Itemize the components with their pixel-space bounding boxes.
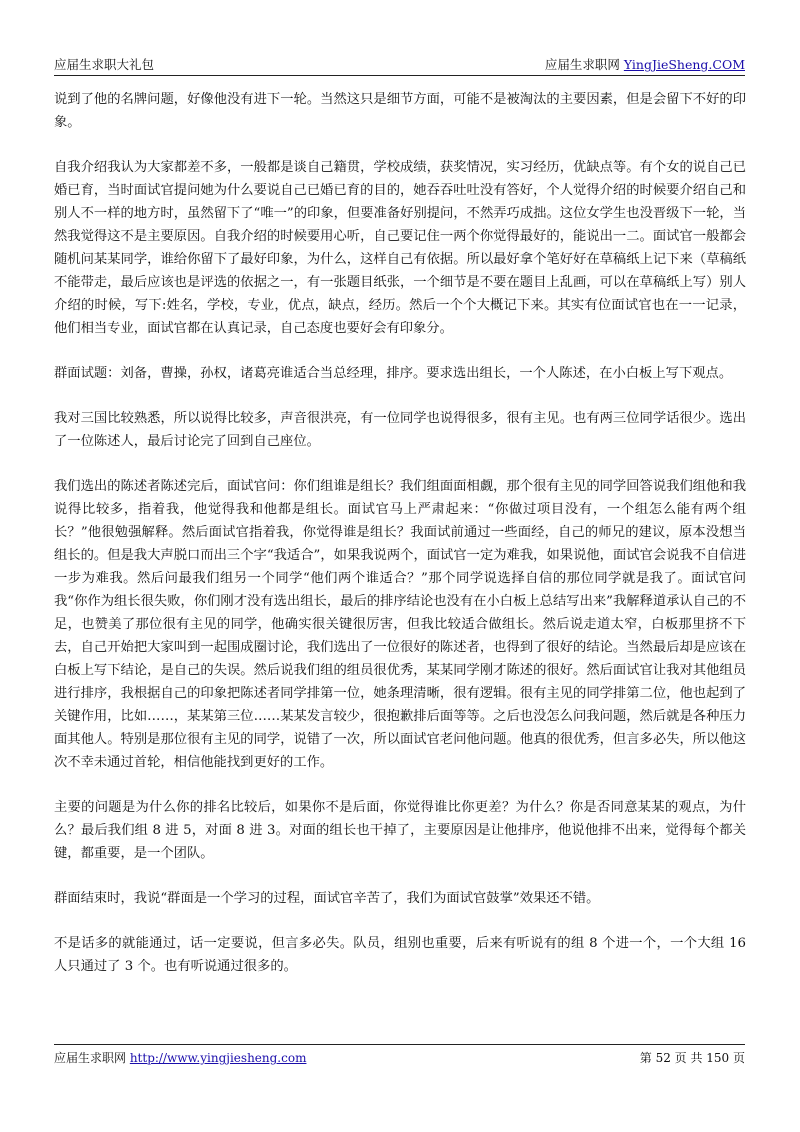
paragraph: 不是话多的就能通过，话一定要说，但言多必失。队员，组别也重要，后来有听说有的组 8 个进一个，一个大组 16 人只通过了 3 个。也有听说通过很多的。 (54, 936, 746, 974)
header-site (545, 56, 745, 74)
paragraph: 群面试题：刘备，曹操，孙权，诸葛亮谁适合当总经理，排序。要求选出组长，一个人陈述，在小白板上写下观点。 (54, 366, 733, 381)
footer-site (54, 1049, 306, 1067)
paragraph: 说到了他的名牌问题，好像他没有进下一轮。当然这只是细节方面，可能不是被淘汰的主要因素，但是会留下不好的印象。 (54, 92, 746, 130)
page-footer (54, 1049, 745, 1067)
header-site-link[interactable]: YingJieSheng.COM (623, 57, 745, 72)
paragraph: 我对三国比较熟悉，所以说得比较多，声音很洪亮，有一位同学也说得很多，很有主见。也有两三位同学话很少。选出了一位陈述人，最后讨论完了回到自己座位。 (54, 411, 746, 449)
footer-site-link[interactable]: http://www.yingjiesheng.com (129, 1051, 307, 1065)
paragraph: 我们选出的陈述者陈述完后，面试官问：你们组谁是组长？我们组面面相觑，那个很有主见的同学回答说我们组他和我说得比较多，指着我，他觉得我和他都是组长。面试官马上严肃起来：“你做过项目没有，一个组怎么能有两个组长？”他很勉强解释。然后面试官指着我，你觉得谁是组长？我面试前通过一些面经，自己的师兄的建议，原本没想当组长的。但是我大声脱口而出三个字“我适合”，如果我说两个，面试官一定为难我，如果说他，面试官会说我不自信进一步为难我。然后问最我们组另一个同学“他们两个谁适合？”那个同学说选择自信的那位同学就是我了。面试官问我“你作为组长很失败，你们刚才没有选出组长，最后的排序结论也没有在小白板上总结写出来”我解释道承认自己的不足，也赞美了那位很有主见的同学，他确实很关键很厉害，但我比较适合做组长。然后说走道太窄，白板那里挤不下去，自己开始把大家叫到一起围成圈讨论，我们选出了一位很好的陈述者，也得到了很好的结论。当然最后却是应该在白板上写下结论，是自己的失误。然后说我们组的组员很优秀，某某同学刚才陈述的很好。然后面试官让我对其他组员进行排序，我根据自己的印象把陈述者同学排第一位，她条理清晰，很有逻辑。很有主见的同学排第二位，他也起到了关键作用，比如……，某某第三位……某某发言较少，很抱歉排后面等等。之后也没怎么问我问题，然后就是各种压力面其他人。特别是那位很有主见的同学，说错了一次，所以面试官老问他问题。他真的很优秀，但言多必失，所以他这次不幸未通过首轮，相信他能找到更好的工作。 (54, 479, 746, 770)
paragraph: 群面结束时，我说“群面是一个学习的过程，面试官辛苦了，我们为面试官鼓掌”效果还不错。 (54, 891, 600, 906)
paragraph: 主要的问题是为什么你的排名比较后，如果你不是后面，你觉得谁比你更差？为什么？你是否同意某某的观点，为什么？最后我们组 8 进 5，对面 8 进 3。对面的组长也干掉了，主要原因是让他排序，他说他排不出来，觉得每个都关键，都重要，是一个团队。 (54, 800, 746, 861)
header-title: 应届生求职大礼包 (54, 57, 155, 72)
page-number: 第 52 页 共 150 页 (639, 1051, 745, 1065)
document-body (54, 88, 746, 1000)
header-site-name: 应届生求职网 (544, 57, 624, 72)
page-header (54, 56, 745, 74)
footer-divider (54, 1044, 745, 1045)
header-divider (54, 75, 745, 76)
footer-site-name: 应届生求职网 (54, 1051, 130, 1065)
paragraph: 自我介绍我认为大家都差不多，一般都是谈自己籍贯，学校成绩，获奖情况，实习经历，优缺点等。有个女的说自己已婚已育，当时面试官提问她为什么要说自己已婚已育的目的，她吞吞吐吐没有答好，个人觉得介绍的时候要介绍自己和别人不一样的地方时，虽然留下了“唯一”的印象，但要准备好别提问，不然弄巧成拙。这位女学生也没晋级下一轮，当然我觉得这不是主要原因。自我介绍的时候要用心听，自己要记住一两个你觉得最好的，能说出一二。面试官一般都会随机问某某同学，谁给你留下了最好印象，为什么，这样自己有依据。所以最好拿个笔好好在草稿纸上记下来（草稿纸不能带走，最后应该也是评选的依据之一，有一张题目纸张，一个细节是不要在题目上乱画，可以在草稿纸上写）别人介绍的时候，写下:姓名，学校，专业，优点，缺点，经历。然后一个个大概记下来。其实有位面试官也在一一记录，他们相当专业，面试官都在认真记录，自己态度也要好会有印象分。 (54, 160, 746, 336)
